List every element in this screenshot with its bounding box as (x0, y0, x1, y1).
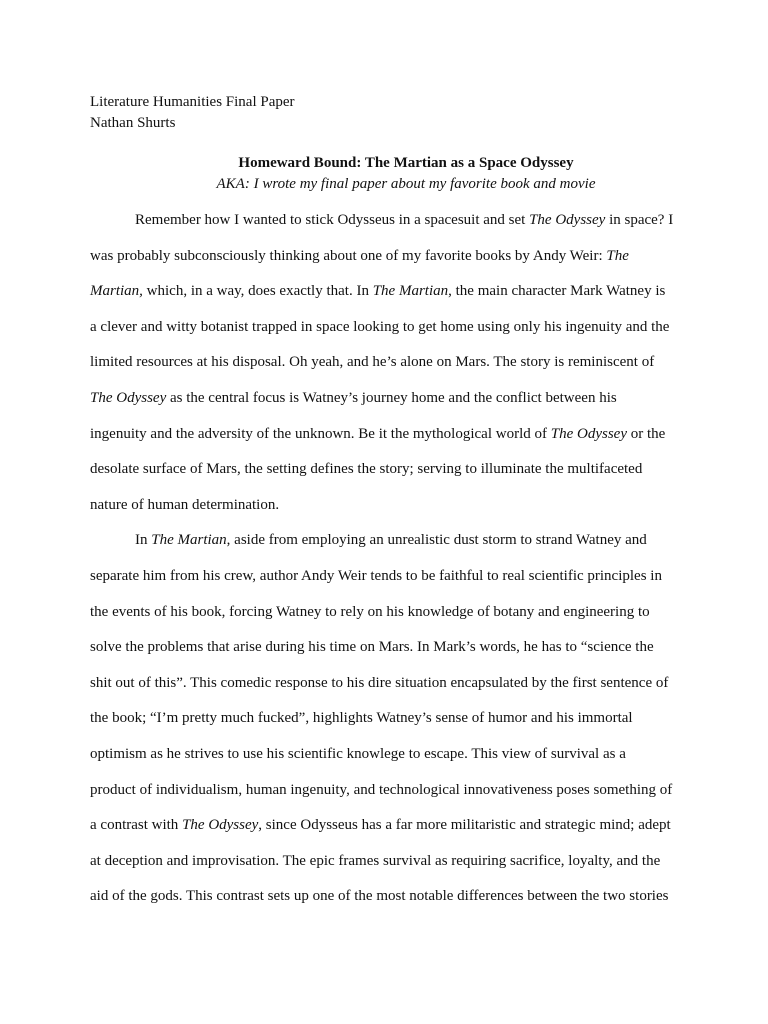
body-text-segment: limited resources at his disposal. Oh yeah, and he’s alone on Mars. The story is reminiscent of (90, 354, 655, 371)
body-text-segment: which, in a way, does exactly that. In (142, 283, 373, 300)
body-line (90, 595, 682, 631)
body-text-segment: ingenuity and the adversity of the unknown. Be it the mythological world of (90, 425, 551, 442)
body-line (90, 381, 682, 417)
body-line (90, 737, 682, 773)
course-line: Literature Humanities Final Paper (90, 94, 295, 110)
italic-title-text: The Odyssey (550, 425, 627, 442)
body-text-segment: nature of human determination. (90, 496, 280, 513)
body-text-segment: separate him from his crew, author Andy Weir tends to be faithful to real scientific principles in (90, 567, 662, 584)
body-line (90, 630, 682, 666)
body-text-segment: In (135, 532, 152, 549)
body-text-segment: at deception and improvisation. The epic frames survival as requiring sacrifice, loyalty, and the (90, 852, 661, 869)
body-line (90, 203, 682, 239)
body-line (90, 488, 682, 524)
body-line (90, 310, 682, 346)
body-text-segment: product of individualism, human ingenuity, and technological innovativeness poses something of (90, 781, 673, 798)
body-line (90, 808, 682, 844)
body-text-segment: desolate surface of Mars, the setting defines the story; serving to illuminate the multifaceted (90, 461, 643, 478)
body-text-segment: solve the problems that arise during his time on Mars. In Mark’s words, he has to “science the (90, 639, 654, 656)
body-text-segment: a clever and witty botanist trapped in space looking to get home using only his ingenuity and the (90, 318, 670, 335)
body-line (90, 274, 682, 310)
body-text-segment: , since Odysseus has a far more militaristic and strategic mind; adept (258, 817, 671, 834)
body-text-segment: a contrast with (90, 817, 183, 834)
italic-title-text: Martian, (90, 283, 143, 300)
body-line (90, 417, 682, 453)
body-line (90, 879, 682, 915)
paper-subtitle: AKA: I wrote my final paper about my favorite book and movie (216, 176, 596, 192)
body-text-segment: was probably subconsciously thinking about one of my favorite books by Andy Weir: (90, 247, 607, 264)
body-line (90, 559, 682, 595)
italic-title-text: The Odyssey (529, 212, 606, 228)
body-text-segment: optimism as he strives to use his scientific knowlege to escape. This view of survival as a (90, 745, 626, 762)
body-text-segment: the book; “I’m pretty much fucked”, highlights Watney’s sense of humor and his immortal (90, 710, 633, 727)
body-text-segment: shit out of this”. This comedic response to his dire situation encapsulated by the first sentence of (90, 674, 669, 691)
author-line: Nathan Shurts (90, 115, 176, 131)
body-line (90, 452, 682, 488)
paper-header (90, 92, 295, 134)
paper-body (90, 203, 682, 915)
body-line (90, 773, 682, 809)
italic-title-text: The (606, 247, 629, 264)
body-text-segment: Remember how I wanted to stick Odysseus in a spacesuit and set (135, 212, 530, 228)
body-line (90, 701, 682, 737)
body-line (90, 666, 682, 702)
body-text-segment: as the central focus is Watney’s journey home and the conflict between his (166, 389, 617, 406)
italic-title-text: The Odyssey (182, 817, 259, 834)
body-line (90, 523, 682, 559)
body-text-segment: in space? I (605, 212, 674, 228)
body-text-segment: , the main character Mark Watney is (448, 283, 666, 300)
body-text-segment: , aside from employing an unrealistic dust storm to strand Watney and (226, 532, 647, 549)
body-text-segment: the events of his book, forcing Watney to rely on his knowledge of botany and engineering to (90, 603, 650, 620)
paper-title: Homeward Bound: The Martian as a Space Odyssey (238, 155, 574, 171)
italic-title-text: The Martian (151, 532, 227, 549)
body-text-segment: or the (626, 425, 666, 442)
body-line (90, 345, 682, 381)
body-text-segment: aid of the gods. This contrast sets up one of the most notable differences between the two stories (90, 888, 669, 905)
italic-title-text: The Odyssey (90, 389, 167, 406)
italic-title-text: The Martian (372, 283, 449, 300)
body-line (90, 239, 682, 275)
body-line (90, 844, 682, 880)
title-block (0, 153, 768, 195)
